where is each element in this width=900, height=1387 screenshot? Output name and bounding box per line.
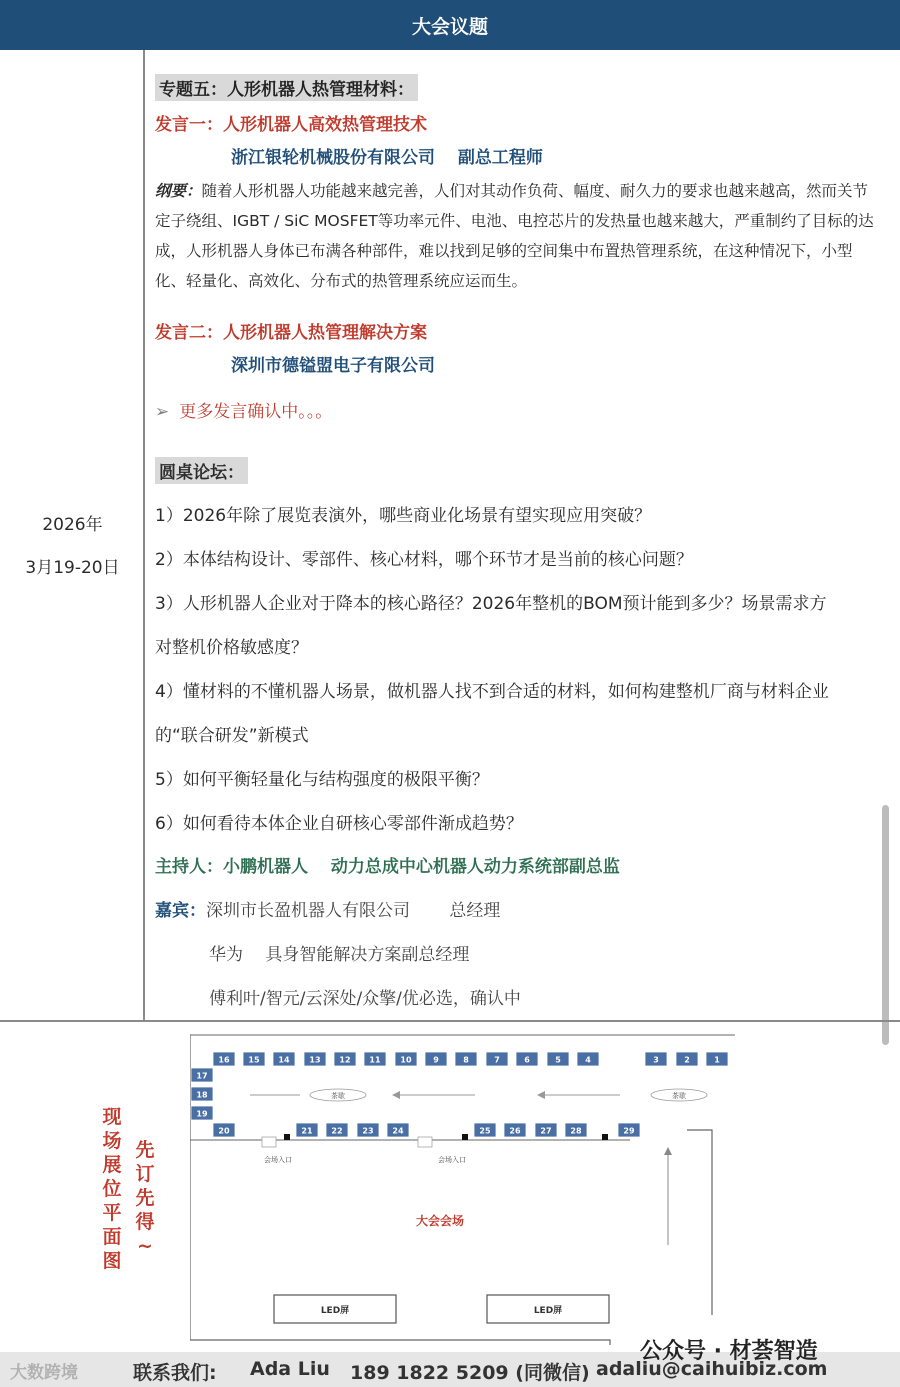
question-3: 3）人形机器人企业对于降本的核心路径？2026年整机的BOM预计能到多少？场景需求方: [155, 594, 827, 614]
guest-3: 傅利叶/智元/云深处/众擎/优必选，确认中: [209, 989, 521, 1009]
roundtable-title: 圆桌论坛：: [155, 457, 248, 484]
date-year: 2026年: [42, 515, 103, 535]
booth-20-label: 20: [218, 1126, 230, 1136]
led-label-1: LED屏: [320, 1306, 350, 1316]
booth-6-label: 6: [524, 1055, 530, 1065]
more-speeches: [155, 397, 332, 422]
booth-17-label: 17: [196, 1071, 208, 1081]
booth-13-label: 13: [309, 1055, 321, 1065]
page-header: [0, 0, 900, 50]
speech1-title: 发言一：人形机器人高效热管理技术: [155, 115, 427, 135]
booth-23-label: 23: [362, 1126, 374, 1136]
page-title: 大会议题: [411, 15, 488, 38]
more-text: 更多发言确认中。。。: [179, 402, 333, 422]
host-line: 主持人：小鹏机器人 动力总成中心机器人动力系统部副总监: [155, 857, 620, 877]
entrance-marker-2: [462, 1134, 468, 1140]
question-2: 2）本体结构设计、零部件、核心材料，哪个环节才是当前的核心问题？: [155, 550, 693, 570]
date-days: 3月19-20日: [25, 558, 120, 578]
topic-title: 专题五：人形机器人热管理材料：: [155, 74, 418, 101]
question-4-cont: 的“联合研发”新模式: [155, 726, 309, 746]
booth-2-label: 2: [684, 1055, 690, 1065]
booth-7-label: 7: [494, 1055, 500, 1065]
aisle-label-2: 茶歇: [672, 1092, 686, 1100]
booth-22-label: 22: [331, 1126, 343, 1136]
footer-brand: 大数跨境: [10, 1363, 78, 1383]
booth-28-label: 28: [570, 1126, 582, 1136]
booth-21-label: 21: [301, 1126, 313, 1136]
speech2-title: 发言二：人形机器人热管理解决方案: [155, 323, 427, 343]
booth-27-label: 27: [540, 1126, 552, 1136]
led-label-2: LED屏: [533, 1306, 563, 1316]
booth-3-label: 3: [653, 1055, 659, 1065]
middle-booth-row: [213, 1123, 640, 1137]
guest-2: 华为 具身智能解决方案副总经理: [209, 945, 470, 965]
wechat-watermark: 公众号 · 材荟智造: [640, 1339, 818, 1364]
booth-16-label: 16: [218, 1055, 230, 1065]
aisle-label-1: 茶歇: [331, 1092, 345, 1100]
booth-10-label: 10: [400, 1055, 412, 1065]
first-come-label: 先订先得~: [135, 1139, 155, 1257]
aisle-arrows: [250, 1091, 620, 1099]
booth-26-label: 26: [509, 1126, 521, 1136]
entrance-marker-3: [602, 1134, 608, 1140]
booth-9-label: 9: [433, 1055, 439, 1065]
contact-phone: 189 1822 5209 (同微信): [350, 1362, 590, 1384]
contact-label: 联系我们:: [133, 1362, 217, 1384]
entrance-marker-1: [284, 1134, 290, 1140]
hall-label: 大会会场: [415, 1214, 465, 1228]
arrow-icon: ➢: [155, 402, 170, 422]
entrance-door-2: [418, 1137, 432, 1147]
entrance-door-1: [262, 1137, 276, 1147]
booth-18-label: 18: [196, 1090, 208, 1100]
contact-name: Ada Liu: [250, 1358, 330, 1380]
scrollbar[interactable]: [882, 805, 889, 1045]
booth-12-label: 12: [339, 1055, 351, 1065]
section-divider: [0, 1020, 900, 1022]
booth-24-label: 24: [392, 1126, 404, 1136]
booth-4-label: 4: [585, 1055, 591, 1065]
date-column: [0, 50, 145, 1020]
abstract-text: 随着人形机器人功能越来越完善，人们对其动作负荷、幅度、耐久力的要求也越来越高，然而关节定子绕组、IGBT / SiC MOSFET等功率元件、电池、电控芯片的发热量也越来越大，严重制约了目标的达成，人形机器人身体已布满各种部件，难以找到足够的空间集中布置热管理系统，在这种情况下，小型化、轻量化、高效化、分布式的热管理系统应运而生。: [155, 182, 874, 290]
booth-15-label: 15: [248, 1055, 260, 1065]
booth-19-label: 19: [196, 1109, 208, 1119]
booth-25-label: 25: [479, 1126, 491, 1136]
question-5: 5）如何平衡轻量化与结构强度的极限平衡？: [155, 770, 489, 790]
question-4: 4）懂材料的不懂机器人场景，做机器人找不到合适的材料，如何构建整机厂商与材料企业: [155, 682, 829, 702]
left-booth-column: [191, 1068, 213, 1120]
entrance-label-1: 会场入口: [264, 1156, 292, 1164]
contact-email[interactable]: adaliu@caihuibiz.com: [596, 1358, 828, 1380]
floorplan-side-label: 现场展位平面图: [102, 1106, 122, 1272]
booth-29-label: 29: [623, 1126, 635, 1136]
booth-14-label: 14: [278, 1055, 290, 1065]
floorplan: [190, 1030, 900, 1345]
abstract-label: 纲要：: [155, 182, 202, 200]
speech2-company: 深圳市德镒盟电子有限公司: [231, 356, 435, 376]
top-booth-row: [213, 1052, 728, 1066]
entrance-label-2: 会场入口: [438, 1156, 466, 1164]
guest-label: 嘉宾：: [155, 901, 206, 921]
speech1-company: 浙江银轮机械股份有限公司 副总工程师: [231, 148, 543, 168]
booth-1-label: 1: [714, 1055, 720, 1065]
booth-8-label: 8: [463, 1055, 469, 1065]
question-3-cont: 对整机价格敏感度？: [155, 638, 308, 658]
question-1: 1）2026年除了展览表演外，哪些商业化场景有望实现应用突破？: [155, 506, 652, 526]
booth-5-label: 5: [555, 1055, 561, 1065]
speech1-abstract: [155, 176, 880, 296]
guest-1: 嘉宾：深圳市长盈机器人有限公司 总经理: [155, 901, 501, 921]
agenda-content: [155, 50, 885, 1020]
question-6: 6）如何看待本体企业自研核心零部件渐成趋势？: [155, 814, 523, 834]
booth-11-label: 11: [369, 1055, 381, 1065]
